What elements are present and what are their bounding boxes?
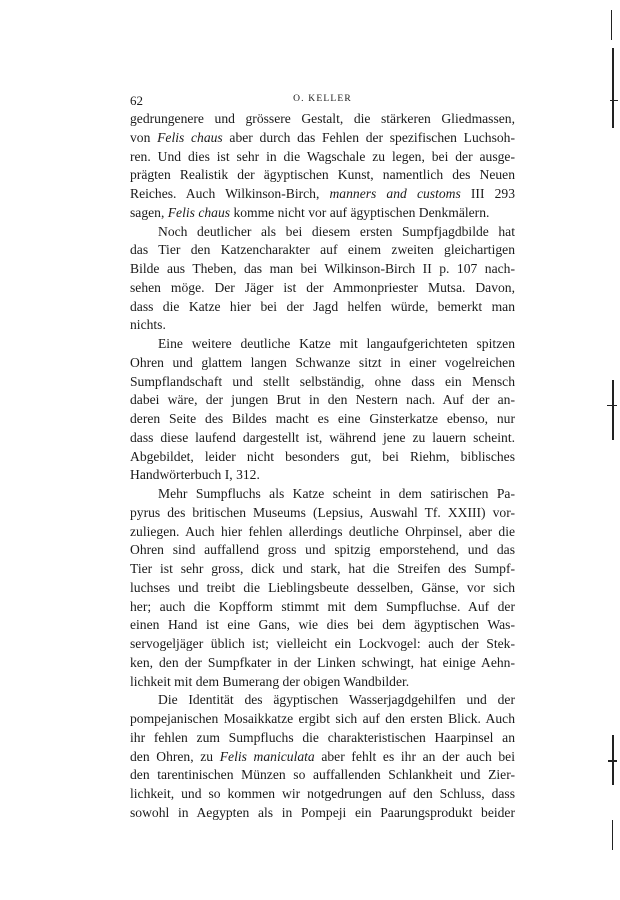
text-segment: gedrungenere und grössere Gestalt, die stärkeren Gliedmassen, <box>130 111 515 126</box>
text-segment: Sumpflandschaft und stellt selbständig, ohne dass ein Mensch <box>130 373 515 389</box>
text-line <box>130 485 515 504</box>
text-segment: Bilde aus Theben, das man bei Wilkinson-Birch II p. 107 nach- <box>130 261 515 276</box>
text-line <box>130 766 515 785</box>
text-segment: deren Seite des Bildes macht es eine Ginsterkatze ebenso, nur <box>130 411 515 426</box>
text-line <box>130 335 515 354</box>
text-segment: einen Hand ist eine Gans, wie dies bei dem ägyptischen Was- <box>130 617 515 633</box>
text-segment: den Ohren, zu <box>130 748 220 764</box>
text-segment: Eine weitere deutliche Katze mit langaufgerichteten spitzen <box>158 336 515 351</box>
text-line <box>130 429 515 448</box>
text-line <box>130 804 515 823</box>
text-segment: dass die Katze hier bei der Jagd helfen würde, bemerkt man <box>130 298 515 314</box>
text-line <box>130 635 515 654</box>
text-line <box>130 391 515 410</box>
scan-edge-line <box>612 820 613 850</box>
text-segment: komme nicht vor auf ägyptischen Denkmälern. <box>230 204 490 220</box>
text-segment: sehen möge. Der Jäger ist der Ammonpriester Mutsa. Davon, <box>130 279 515 295</box>
text-segment: dabei wäre, der jungen Brut in den Nestern nach. Auf der an- <box>130 392 515 408</box>
text-segment: lichkeit, und so kommen wir notgedrungen auf den Schluss, dass <box>130 786 515 801</box>
text-line <box>130 785 515 804</box>
text-line <box>130 710 515 729</box>
text-line <box>130 448 515 467</box>
page-number: 62 <box>130 93 143 108</box>
text-line <box>130 410 515 429</box>
text-line <box>130 223 515 242</box>
running-head-author: O. KELLER <box>293 94 352 104</box>
scan-edge-line <box>610 100 618 101</box>
text-line <box>130 560 515 579</box>
text-segment: Handwörterbuch I, 312. <box>130 467 260 483</box>
text-segment: aber durch das Fehlen der spezifischen Luchsoh- <box>222 129 515 145</box>
italic-term: Felis chaus <box>167 204 231 220</box>
text-line <box>130 616 515 635</box>
text-segment: luchses und treibt die Lieblingsbeute desselben, Gänse, vor sich <box>130 579 515 595</box>
paragraph <box>130 223 515 336</box>
scan-edge-line <box>607 405 617 406</box>
text-line <box>130 504 515 523</box>
scan-edge-line <box>612 380 614 440</box>
scan-edge-line <box>612 48 614 128</box>
scan-edge-line <box>611 10 612 40</box>
text-line <box>130 241 515 260</box>
text-segment: sagen, <box>130 204 168 220</box>
text-segment: Reiches. Auch Wilkinson-Birch, <box>130 186 330 201</box>
text-line <box>130 579 515 598</box>
text-segment: Ohren sind auffallend gross und spitzig emporstehend, und das <box>130 542 515 558</box>
text-line <box>130 316 515 335</box>
text-line <box>130 373 515 392</box>
text-line <box>130 466 515 485</box>
page-header <box>130 93 515 109</box>
text-segment: Ohren und glattem langen Schwanze sitzt in einer vogelreichen <box>130 354 515 370</box>
text-segment: ken, den der Sumpfkater in der Linken schwingt, hat einige Aehn- <box>130 654 515 670</box>
text-segment: aber fehlt es ihr an der auch bei <box>314 748 515 764</box>
text-line <box>130 148 515 167</box>
text-segment: III 293 <box>460 186 515 201</box>
text-segment: zuliegen. Auch hier fehlen allerdings deutliche Ohrpinsel, aber die <box>130 523 515 539</box>
text-segment: Mehr Sumpfluchs als Katze scheint in dem satirischen Pa- <box>158 486 515 501</box>
paragraph <box>130 691 515 822</box>
text-line <box>130 110 515 129</box>
text-segment: lichkeit mit dem Bumerang der obigen Wandbilder. <box>130 673 410 689</box>
text-segment: Abgebildet, leider nicht besonders gut, bei Riehm, biblisches <box>130 448 515 464</box>
text-segment: ihr fehlen zum Sumpfluchs die charakteristischen Haarpinsel an <box>130 729 515 745</box>
text-line <box>130 279 515 298</box>
text-line <box>130 298 515 317</box>
paragraph <box>130 485 515 691</box>
text-line <box>130 204 515 223</box>
text-segment: das Tier den Katzencharakter auf einem zweiten gleichartigen <box>130 242 515 258</box>
text-line <box>130 166 515 185</box>
text-segment: nichts. <box>130 317 166 333</box>
text-line <box>130 523 515 542</box>
paragraph <box>130 335 515 485</box>
text-segment: Noch deutlicher als bei diesem ersten Sumpfjagdbilde hat <box>158 223 515 239</box>
text-segment: Die Identität des ägyptischen Wasserjagdgehilfen und der <box>158 692 515 708</box>
text-segment: pyrus des britischen Museums (Lepsius, Auswahl Tf. XXIII) vor- <box>130 504 515 520</box>
text-line <box>130 541 515 560</box>
text-segment: servogeljäger üblich ist; vielleicht ein Lockvogel: auch der Stek- <box>130 636 515 651</box>
text-segment: ren. Und dies ist sehr in die Wagschale zu legen, bei der ausge- <box>130 148 515 164</box>
body-text <box>130 110 515 823</box>
text-line <box>130 129 515 148</box>
italic-term: Felis chaus <box>157 129 223 145</box>
text-segment: pompejanischen Mosaikkatze ergibt sich auf den ersten Blick. Auch <box>130 711 515 726</box>
text-line <box>130 260 515 279</box>
italic-term: Felis maniculata <box>219 748 315 764</box>
text-line <box>130 673 515 692</box>
text-segment: den tarentinischen Münzen so auffallenden Schlankheit und Zier- <box>130 767 515 783</box>
text-segment: dass diese laufend dargestellt ist, während jene zu lauern scheint. <box>130 429 515 445</box>
text-line <box>130 729 515 748</box>
paragraph <box>130 110 515 223</box>
scan-edge-line <box>608 760 617 762</box>
text-line <box>130 598 515 617</box>
text-line <box>130 691 515 710</box>
text-segment: her; auch die Kopfform stimmt mit dem Sumpfluchse. Auf der <box>130 598 515 614</box>
text-segment: Tier ist sehr gross, dick und stark, hat die Streifen des Sumpf- <box>130 561 515 576</box>
text-line <box>130 354 515 373</box>
text-segment: sowohl in Aegypten als in Pompeji ein Paarungsprodukt beider <box>130 804 515 820</box>
text-line <box>130 654 515 673</box>
text-segment: von <box>130 129 158 145</box>
text-line <box>130 185 515 204</box>
text-line <box>130 748 515 767</box>
text-segment: prägten Realistik der ägyptischen Kunst, namentlich des Neuen <box>130 167 515 183</box>
italic-term: manners and customs <box>329 186 461 201</box>
